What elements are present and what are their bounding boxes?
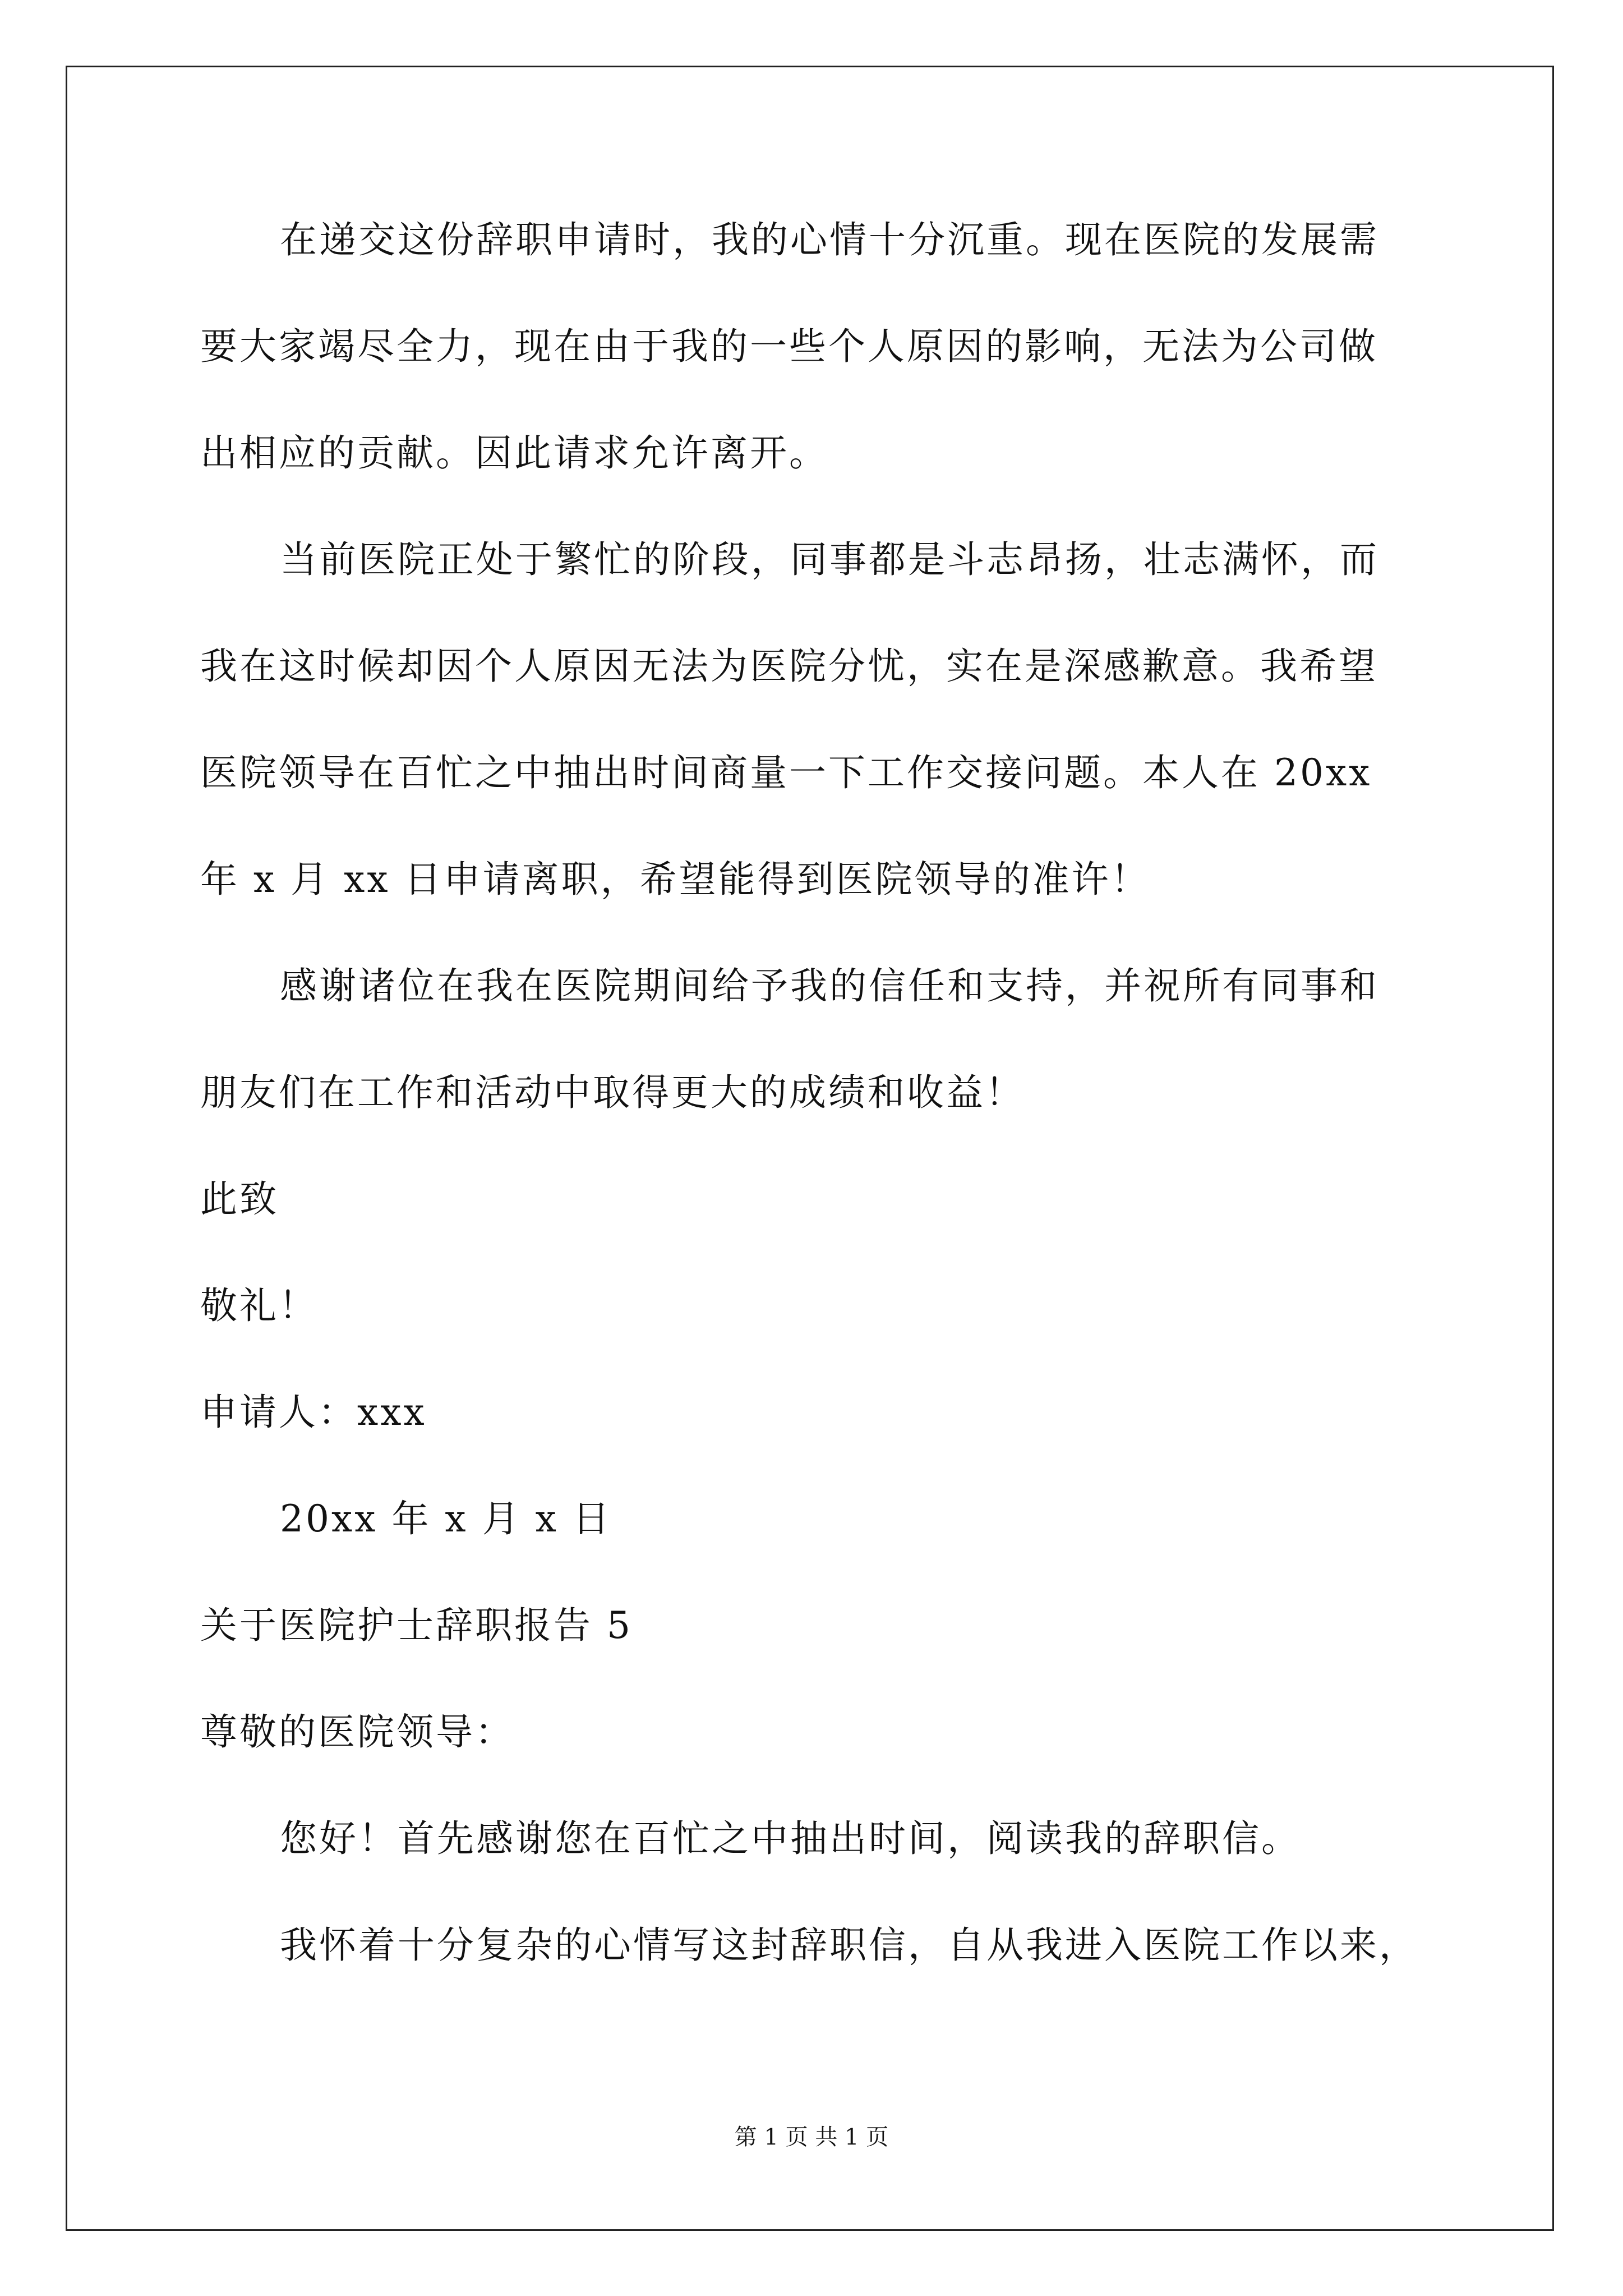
paragraph-2-line-3: 医院领导在百忙之中抽出时间商量一下工作交接问题。本人在 20xx (200, 751, 1372, 794)
section-title: 关于医院护士辞职报告 5 (200, 1604, 633, 1647)
paragraph-3-line-1: 感谢诸位在我在医院期间给予我的信任和支持，并祝所有同事和 (280, 964, 1379, 1007)
page-border (66, 66, 1554, 2231)
paragraph-1-line-3: 出相应的贡献。因此请求允许离开。 (200, 431, 828, 475)
paragraph-2-line-4: 年 x 月 xx 日申请离职，希望能得到医院领导的准许！ (200, 858, 1150, 901)
closing-regards: 敬礼！ (200, 1284, 318, 1327)
paragraph-3-line-2: 朋友们在工作和活动中取得更大的成绩和收益！ (200, 1071, 1025, 1114)
closing-salutation: 此致 (200, 1177, 279, 1221)
paragraph-2-line-2: 我在这时候却因个人原因无法为医院分忧，实在是深感歉意。我希望 (200, 645, 1378, 688)
paragraph-1-line-1: 在递交这份辞职申请时，我的心情十分沉重。现在医院的发展需 (280, 218, 1379, 261)
letter-greeting: 尊敬的医院领导： (200, 1710, 514, 1754)
paragraph-1-line-2: 要大家竭尽全力，现在由于我的一些个人原因的影响，无法为公司做 (200, 325, 1378, 368)
page-footer: 第 1 页 共 1 页 (734, 2124, 889, 2150)
signature-date: 20xx 年 x 月 x 日 (280, 1497, 612, 1540)
paragraph-5-line-1: 我怀着十分复杂的心情写这封辞职信，自从我进入医院工作以来， (280, 1924, 1418, 1967)
applicant-signature: 申请人：xxx (200, 1391, 427, 1434)
paragraph-4-line-1: 您好！首先感谢您在百忙之中抽出时间，阅读我的辞职信。 (280, 1817, 1301, 1860)
paragraph-2-line-1: 当前医院正处于繁忙的阶段，同事都是斗志昂扬，壮志满怀，而 (280, 538, 1379, 581)
